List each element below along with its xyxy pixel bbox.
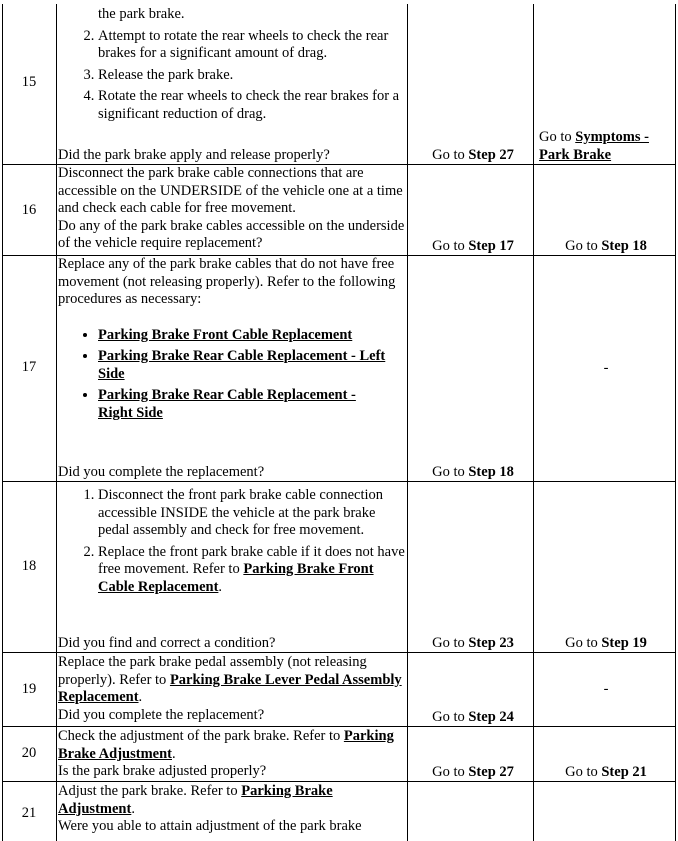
action-cell [58, 487, 408, 652]
step-link[interactable]: Step 21 [601, 763, 647, 780]
action-cell [58, 654, 408, 726]
step-number: 16 [21, 202, 37, 218]
question-text: Is the park brake adjusted properly? [58, 763, 267, 779]
procedure-link[interactable]: • Parking Brake Rear Cable Replacement - Left Side [98, 348, 388, 383]
list-item: 4. Rotate the rear wheels to check the rear brakes for a significant reduction of drag. [98, 88, 408, 123]
question-text: Did the park brake apply and release properly? [58, 146, 330, 163]
step-link[interactable]: Step 18 [468, 463, 514, 480]
symptoms-link[interactable]: Symptoms - Park Brake [539, 129, 649, 163]
procedure-link[interactable]: Parking Brake Adjustment [58, 728, 394, 762]
action-cell [58, 783, 408, 836]
list-item: 1. Disconnect the front park brake cable connection accessible INSIDE the vehicle at the park brake pedal assembly and check for free movement. [98, 487, 408, 540]
no-prefix: Go to [565, 634, 602, 651]
yes-cell [411, 165, 535, 255]
procedure-link[interactable]: • Parking Brake Front Cable Replacement [98, 327, 388, 345]
continued-text: the park brake. [98, 6, 185, 22]
procedure-link[interactable]: Parking Brake Lever Pedal Assembly Replacement [58, 671, 402, 705]
yes-prefix: Go to [432, 763, 469, 780]
instruction-text: Adjust the park brake. Refer to [58, 783, 242, 799]
no-value: - [603, 360, 609, 376]
action-cell [58, 165, 408, 255]
item-suffix: . [218, 578, 223, 595]
yes-cell [411, 653, 535, 726]
no-prefix: Go to [565, 237, 602, 254]
procedure-link[interactable]: Parking Brake Adjustment [58, 783, 333, 817]
step-number: 15 [21, 74, 37, 90]
instruction-text: Replace any of the park brake cables that do not have free movement (not releasing properly). Refer to the following procedures as necessary: [58, 256, 396, 307]
no-cell [537, 681, 675, 699]
procedure-list [58, 487, 408, 596]
question-text: Did you complete the replacement? [58, 706, 265, 723]
procedure-link[interactable]: • Parking Brake Rear Cable Replacement - Right Side [98, 387, 388, 422]
question-text: Do any of the park brake cables accessible on the underside of the vehicle require replacement? [58, 217, 405, 251]
step-number: 18 [21, 558, 37, 574]
no-cell [537, 165, 675, 255]
yes-cell [411, 256, 535, 481]
yes-prefix: Go to [432, 146, 469, 163]
table-row [2, 165, 676, 255]
step-link[interactable]: Step 19 [601, 634, 647, 651]
yes-prefix: Go to [432, 463, 469, 480]
table-row [2, 782, 676, 841]
question-text: Did you find and correct a condition? [58, 634, 276, 651]
list-item: 3. Release the park brake. [98, 67, 408, 85]
step-number: 20 [21, 745, 37, 761]
step-number: 19 [21, 681, 37, 697]
yes-cell [411, 482, 535, 652]
table-row [2, 4, 676, 164]
step-link[interactable]: Step 17 [468, 237, 514, 254]
table-row [2, 727, 676, 781]
no-value: - [603, 681, 609, 697]
action-cell [58, 728, 408, 781]
instruction-text: Check the adjustment of the park brake. Refer to [58, 728, 344, 744]
step-link[interactable]: Step 18 [601, 237, 647, 254]
list-item: 2. Attempt to rotate the rear wheels to check the rear brakes for a significant amount of drag. [98, 28, 408, 63]
instruction-suffix: . [131, 800, 135, 817]
yes-prefix: Go to [432, 634, 469, 651]
no-cell [537, 727, 675, 781]
question-text: Were you able to attain adjustment of the park brake [58, 818, 362, 834]
step-link[interactable]: Step 27 [468, 763, 514, 780]
question-text: Did you complete the replacement? [58, 463, 265, 480]
yes-cell [411, 727, 535, 781]
table-row [2, 653, 676, 726]
no-prefix: Go to [539, 129, 576, 145]
step-number: 21 [21, 805, 37, 821]
instruction-suffix: . [138, 689, 143, 705]
no-cell [537, 360, 675, 378]
step-link[interactable]: Step 23 [468, 634, 514, 651]
step-link[interactable]: Step 27 [468, 146, 514, 163]
procedure-list [58, 28, 408, 124]
no-cell [537, 4, 675, 164]
item-text: Replace the front park brake cable if it does not have free movement. Refer to [98, 543, 405, 577]
instruction-text: Disconnect the park brake cable connections that are accessible on the UNDERSIDE of the vehicle one at a time and check each cable for free movement. [58, 165, 403, 216]
list-item [98, 544, 408, 597]
instruction-text: Replace the park brake pedal assembly (not releasing properly). Refer to [58, 654, 367, 688]
action-cell [58, 6, 408, 164]
no-cell [537, 482, 675, 652]
step-link[interactable]: Step 24 [468, 708, 514, 725]
action-cell [58, 256, 408, 481]
table-row [2, 256, 676, 481]
yes-prefix: Go to [432, 708, 469, 725]
procedure-link[interactable]: Parking Brake Front Cable Replacement [98, 561, 374, 595]
yes-cell [411, 4, 535, 164]
step-number: 17 [21, 359, 37, 375]
no-prefix: Go to [565, 763, 602, 780]
procedure-links [58, 327, 388, 423]
instruction-suffix: . [172, 745, 176, 762]
table-row [2, 482, 676, 652]
yes-prefix: Go to [432, 237, 469, 254]
